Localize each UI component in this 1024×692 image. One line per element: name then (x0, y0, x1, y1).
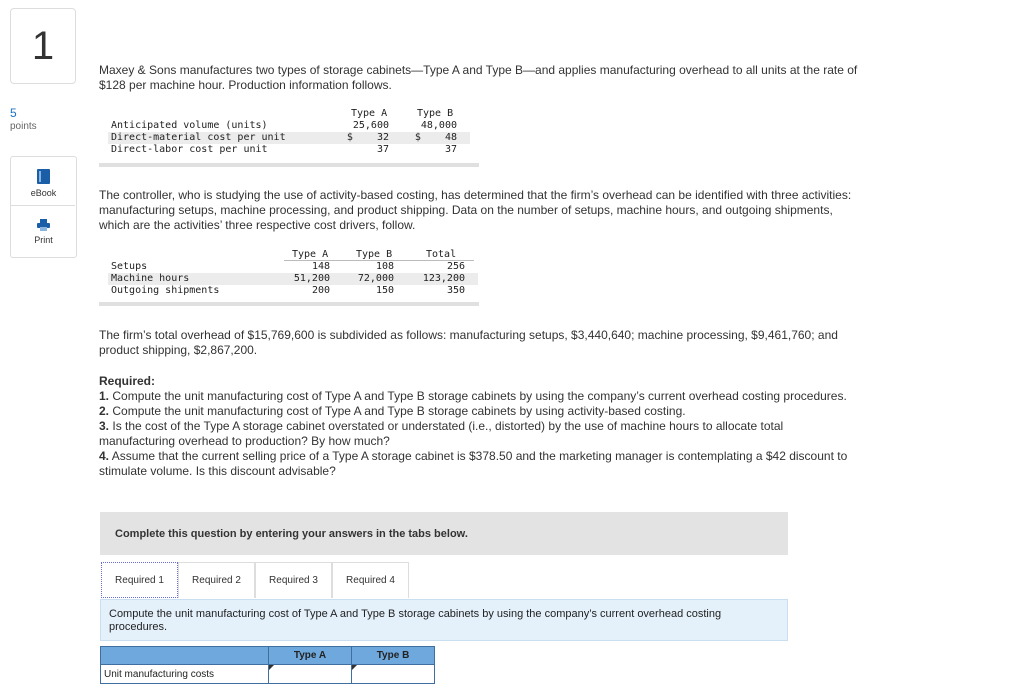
production-row-label: Direct-labor cost per unit (111, 144, 268, 155)
instructions-banner: Complete this question by entering your answers in the tabs below. (100, 512, 788, 555)
table-divider (99, 163, 479, 167)
required-item: 2. Compute the unit manufacturing cost of Type A and Type B storage cabinets by using activity-based costing. (99, 404, 686, 418)
required-item: 4. Assume that the current selling price of a Type A storage cabinet is $378.50 and the marketing manager is contemplating a $42 discount to stimulate volume. Is this discount advisable? (99, 449, 848, 478)
required-item: 1. Compute the unit manufacturing cost of Type A and Type B storage cabinets by using the company’s current overhead costing procedures. (99, 389, 847, 403)
answer-cell-type-a[interactable] (268, 664, 352, 684)
answer-header-type-b: Type B (351, 646, 435, 665)
required-item: 3. Is the cost of the Type A storage cabinet overstated or understated (i.e., distorted) by the use of machine hours to allocate total manufacturing overhead to production? By how much? (99, 419, 784, 448)
activity-header-total: Total (426, 249, 457, 260)
answer-header-blank (100, 646, 269, 665)
activity-cell: 350 (446, 285, 465, 296)
tab-required-4[interactable]: Required 4 (332, 562, 409, 598)
ebook-label: eBook (30, 188, 57, 198)
book-icon (37, 169, 50, 184)
ebook-button[interactable] (11, 169, 76, 198)
overhead-text: The firm’s total overhead of $15,769,600 is subdivided as follows: manufacturing setups, $3,440,640; machine processing, $9,461,760; and product shipping, $2,867,200. (99, 328, 838, 357)
cell-marker-icon (269, 665, 274, 670)
production-header-b: Type B (417, 108, 454, 119)
activity-row-label: Outgoing shipments (111, 285, 220, 296)
controller-text: The controller, who is studying the use of activity-based costing, has determined that the firm’s overhead can be identified with three activities: manufacturing setups, machine processing, and product shipping. Data on the number of setups, machine hours, and outgoing shipments, which are the activities’ three respective cost drivers, follow. (99, 188, 852, 232)
activity-row-label: Setups (111, 261, 148, 272)
tab-required-3[interactable]: Required 3 (255, 562, 332, 598)
production-cell: 25,600 (352, 120, 389, 131)
sidebar-tools (10, 156, 77, 258)
activity-cell: 200 (311, 285, 330, 296)
activity-cell: 150 (375, 285, 394, 296)
tab-required-1[interactable]: Required 1 (101, 562, 178, 598)
required-heading: Required: (99, 374, 156, 388)
production-cell: 48,000 (420, 120, 457, 131)
print-button[interactable] (11, 219, 76, 245)
tab-required-2[interactable]: Required 2 (178, 562, 255, 598)
answer-cell-type-b[interactable] (351, 664, 435, 684)
activity-header-a: Type A (292, 249, 329, 260)
activity-row-label: Machine hours (111, 273, 190, 284)
production-header-a: Type A (351, 108, 388, 119)
sidebar-divider (10, 205, 75, 206)
production-row-label: Direct-material cost per unit (111, 132, 286, 143)
activity-cell: 108 (375, 261, 394, 272)
unit-cost-type-b-input[interactable] (352, 667, 434, 685)
activity-cell: 256 (446, 261, 465, 272)
cell-marker-icon (352, 665, 357, 670)
activity-cell: 51,200 (293, 273, 330, 284)
production-cell: $ 48 (414, 132, 457, 143)
production-cell: 37 (444, 144, 457, 155)
production-cell: $ 32 (346, 132, 389, 143)
activity-table (108, 248, 478, 300)
table-divider (99, 302, 479, 306)
print-label: Print (34, 235, 53, 245)
points-label: points (10, 121, 37, 132)
activity-cell: 148 (311, 261, 330, 272)
production-cell: 37 (376, 144, 389, 155)
activity-header-b: Type B (356, 249, 393, 260)
activity-cell: 123,200 (422, 273, 465, 284)
unit-cost-type-a-input[interactable] (269, 667, 351, 685)
answer-row-label: Unit manufacturing costs (100, 664, 269, 684)
tab-instruction: Compute the unit manufacturing cost of Type A and Type B storage cabinets by using the company’s current overhead costing procedures. (100, 599, 788, 641)
question-number: 1 (10, 8, 76, 84)
production-table (108, 106, 470, 162)
answer-header-type-a: Type A (268, 646, 352, 665)
printer-icon (37, 219, 50, 231)
intro-text: Maxey & Sons manufactures two types of storage cabinets—Type A and Type B—and applies manufacturing overhead to all units at the rate of $128 per machine hour. Production information follows. (99, 63, 858, 92)
required-section (99, 374, 859, 479)
production-row-label: Anticipated volume (units) (111, 120, 268, 131)
activity-cell: 72,000 (357, 273, 394, 284)
points-value: 5 (10, 106, 17, 120)
